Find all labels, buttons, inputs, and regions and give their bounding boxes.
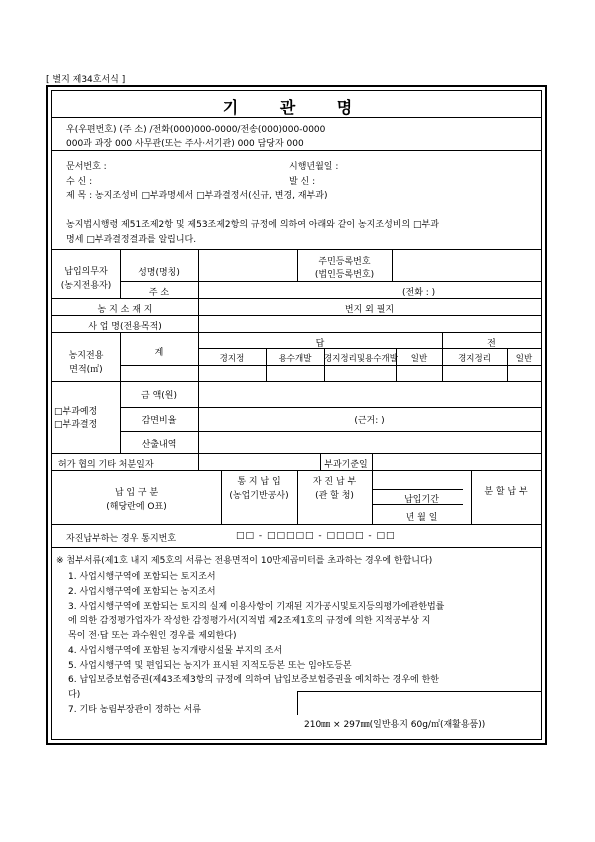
- attachment-item: 2. 사업시행구역에 포함되는 농지조서: [68, 587, 216, 597]
- paddy-label: 답: [315, 339, 325, 349]
- attachment-item: 7. 기타 농림부장관이 정하는 서류: [68, 705, 202, 715]
- area-label: 농지전용: [68, 351, 104, 361]
- attachment-item: 다): [68, 690, 81, 700]
- location-label: 농 지 소 재 지: [97, 305, 153, 315]
- self-payment-label: 자 진 납 부: [312, 477, 357, 487]
- reduction-label: 감면비율: [141, 416, 177, 426]
- notice-number-label: 자진납부하는 경우 통지번호: [66, 534, 177, 544]
- agency-address: 우(우편번호) (주 소) /전화(000)000-0000/전송(000)000-0000: [66, 125, 326, 135]
- calc-label: 산출내역: [141, 440, 177, 450]
- divider: [52, 117, 541, 118]
- attachment-item: 에 의한 감정평가업자가 작성한 감정평가서(지적법 제2조제1호의 규정에 의한 지적공부상 지: [68, 616, 431, 626]
- self-payment-sub-label: (관 할 청): [315, 491, 354, 501]
- paddy-col-3: 경지정리및용수개발: [324, 354, 398, 364]
- area-unit-label: 면적(㎡): [69, 365, 103, 375]
- notice-payment-label: 통 지 납 입: [237, 477, 281, 487]
- attachment-item: 5. 사업시행구역 및 편입되는 농지가 표시된 지적도등본 또는 임야도등본: [68, 661, 352, 671]
- permit-date-label: 허가 협의 기타 처분일자: [58, 460, 154, 470]
- phone-field: (전화 : ): [402, 288, 436, 298]
- field-col-2: 일반: [515, 354, 533, 364]
- notice-number-field: □□ - □□□□□ - □□□□ - □□: [236, 531, 396, 541]
- attachment-item: 목이 전·답 또는 과수원인 경우를 제외한다): [68, 631, 237, 641]
- paddy-col-1: 경지정: [219, 354, 245, 364]
- form-label: [ 별지 제34호서식 ]: [46, 75, 126, 85]
- attachment-item: 4. 사업시행구역에 포함된 농지개량시설물 부지의 조서: [68, 646, 283, 656]
- paddy-col-2: 용수개발: [278, 354, 312, 364]
- installment-label: 분 할 납 부: [484, 487, 528, 497]
- payment-period-label: 납입기간: [404, 495, 439, 505]
- basis-field: (근거: ): [354, 416, 385, 426]
- field-label: 전: [487, 339, 496, 349]
- payment-type-sub-label: (해당란에 O표): [106, 502, 167, 512]
- paper-spec: 210㎜ × 297㎜(일반용지 60g/㎡(재활용품)): [304, 720, 486, 730]
- attachment-item: 6. 납입보증보험증권(제43조제3항의 규정에 의하여 납입보증보험증권을 예치하는 경우에 한한: [68, 675, 439, 685]
- doc-number-label: 문서번호 :: [66, 162, 107, 172]
- agency-title: 기 관 명: [222, 98, 371, 117]
- attachments-intro: ※ 첨부서류(제1호 내지 제5호의 서류는 전용면적이 10만제곱미터를 초과하는 경우에 한합니다): [56, 556, 433, 566]
- agency-staff: 000과 과장 000 사무관(또는 주사·서기관) 000 담당자 000: [66, 139, 304, 149]
- project-label: 사 업 명(전용목적): [88, 322, 162, 332]
- address-label: 주 소: [148, 288, 170, 298]
- sender-label: 발 신 :: [289, 177, 316, 187]
- lot-field: 번지 외 필지: [344, 305, 395, 315]
- payment-type-label: 납 입 구 분: [114, 488, 159, 498]
- notice-payment-sub-label: (농업기반공사): [229, 491, 289, 501]
- field-col-1: 경지정리: [458, 354, 491, 364]
- paddy-col-4: 일반: [410, 354, 428, 364]
- body-text-2: 명세 □부과결정결과를 알립니다.: [66, 235, 197, 245]
- payer-label: 납입의무자: [64, 267, 108, 277]
- divider: [52, 150, 541, 151]
- reg-no-sub-label: (법인등록번호): [314, 270, 375, 280]
- form-inner: [51, 90, 542, 740]
- doc-date-label: 시행년월일 :: [289, 162, 339, 172]
- assess-decided-label: □부과결정: [54, 420, 98, 430]
- reg-no-label: 주민등록번호: [318, 257, 371, 267]
- payment-date-field: 년 월 일: [405, 513, 438, 523]
- name-label: 성명(명칭): [138, 268, 180, 278]
- base-date-label: 부과기준일: [324, 460, 368, 470]
- body-text-1: 농지법시행령 제51조제2항 및 제53조제2항의 규정에 의하여 아래와 같이 농지조성비의 □부과: [66, 220, 439, 230]
- subject-line: 제 목 : 농지조성비 □부과명세서 □부과결정서(신규, 변경, 재부과): [66, 191, 328, 201]
- form-frame: [46, 85, 547, 745]
- payer-sub-label: (농지전용자): [60, 281, 112, 291]
- area-total-label: 계: [154, 348, 164, 358]
- amount-label: 금 액(원): [141, 391, 177, 401]
- attachment-item: 1. 사업시행구역에 포함되는 토지조서: [68, 572, 216, 582]
- attachment-item: 3. 사업시행구역에 포함되는 토지의 실제 이용사항이 기재된 지가공시및토지등의평가에관한법률: [68, 602, 445, 612]
- recipient-label: 수 신 :: [66, 177, 93, 187]
- assess-scheduled-label: □부과예정: [54, 407, 98, 417]
